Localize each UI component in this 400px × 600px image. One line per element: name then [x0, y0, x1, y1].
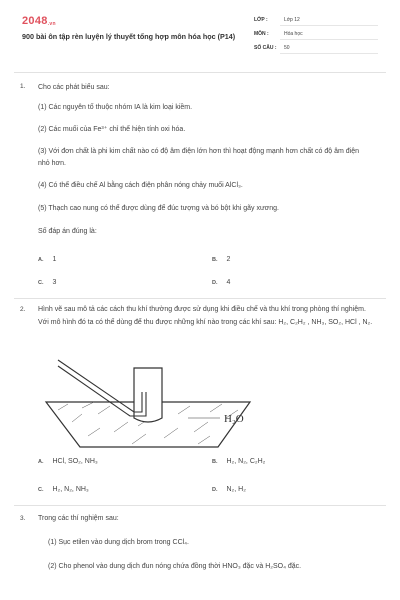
option-text: H₂, N₂, C₂H₂: [226, 458, 266, 465]
experiment-item: (2) Cho phenol vào dung dịch đun nóng chứa đồng thời HNO₃ đặc và H₂SO₄ đặc.: [48, 563, 302, 570]
meta-count-value: 50: [284, 45, 290, 51]
question-prompt: Số đáp án đúng là:: [38, 228, 97, 235]
option-text: 4: [226, 279, 231, 286]
question-stem: Hình vẽ sau mô tả các cách thu khí thường được sử dụng khi điều chế và thu khí trong phòng thí nghiệm. Với mô hình đó ta có thể dùng để thu được những khí nào trong các khí sau: H₂, C₂H₂ , NH₃, SO₂, HCl , N₂.: [38, 306, 373, 326]
statement: (3) Với đơn chất là phi kim chất nào có độ âm điện lớn hơn thì hoạt động mạnh hơn chất có độ âm điện nhỏ hơn.: [38, 148, 360, 167]
option-label: D.: [212, 487, 218, 493]
meta-underline: [280, 39, 378, 40]
document-title: 900 bài ôn tập rèn luyện lý thuyết tổng hợp môn hóa học (P14): [22, 32, 236, 41]
option-text: H₂, N₂, NH₃: [52, 486, 89, 493]
option-label: D.: [212, 280, 218, 286]
option-text: 2: [226, 256, 231, 263]
meta-count-key: SỐ CÂU :: [254, 45, 277, 51]
option-text: HCl, SO₂, NH₃: [52, 458, 98, 465]
option-label: B.: [212, 257, 218, 263]
question-stem: Trong các thí nghiệm sau:: [38, 515, 119, 522]
answer-option-a[interactable]: [38, 458, 98, 465]
meta-class-value: Lớp 12: [284, 17, 300, 23]
meta-underline: [280, 53, 378, 54]
question-number: 1.: [20, 83, 26, 90]
experiment-item: (1) Sục etilen vào dung dịch brom trong CCl₄.: [48, 539, 189, 546]
option-text: 1: [52, 256, 57, 263]
meta-class-key: LỚP :: [254, 17, 268, 23]
answer-option-d[interactable]: [212, 279, 230, 286]
statement: (1) Các nguyên tố thuộc nhóm IA là kim loại kiềm.: [38, 104, 193, 111]
question-number: 3.: [20, 515, 26, 522]
collection-tube: [134, 368, 162, 422]
meta-class: [254, 14, 378, 26]
site-logo[interactable]: $2048_{.vn}$: [22, 15, 56, 27]
meta-subject: [254, 28, 378, 40]
statement: (5) Thạch cao nung có thể được dùng để đúc tượng và bó bột khi gãy xương.: [38, 205, 279, 212]
section-divider: [14, 72, 386, 73]
option-label: B.: [212, 459, 218, 465]
answer-option-a[interactable]: [38, 256, 56, 263]
document-header: [0, 0, 400, 72]
answer-option-b[interactable]: [212, 256, 230, 263]
section-divider: [14, 505, 386, 506]
answer-option-c[interactable]: [38, 486, 89, 493]
question-stem: Cho các phát biểu sau:: [38, 84, 110, 91]
meta-subject-value: Hóa học: [284, 31, 303, 37]
answer-option-d[interactable]: [212, 486, 246, 493]
option-label: A.: [38, 459, 44, 465]
gas-collection-diagram: [38, 352, 278, 452]
option-text: N₂, H₂: [226, 486, 246, 493]
section-divider: [14, 298, 386, 299]
answer-option-c[interactable]: [38, 279, 56, 286]
meta-underline: [280, 25, 378, 26]
option-label: A.: [38, 257, 44, 263]
question-number: 2.: [20, 306, 26, 313]
answer-option-b[interactable]: [212, 458, 265, 465]
option-label: C.: [38, 280, 44, 286]
option-label: C.: [38, 487, 44, 493]
statement: (2) Các muối của Fe³⁺ chỉ thể hiện tính oxi hóa.: [38, 126, 186, 133]
option-text: 3: [52, 279, 57, 286]
water-label: H₂O: [224, 413, 244, 425]
meta-subject-key: MÔN :: [254, 31, 269, 37]
statement: (4) Có thể điều chế Al bằng cách điện phân nóng chảy muối AlCl₃.: [38, 182, 243, 189]
meta-question-count: [254, 42, 378, 54]
